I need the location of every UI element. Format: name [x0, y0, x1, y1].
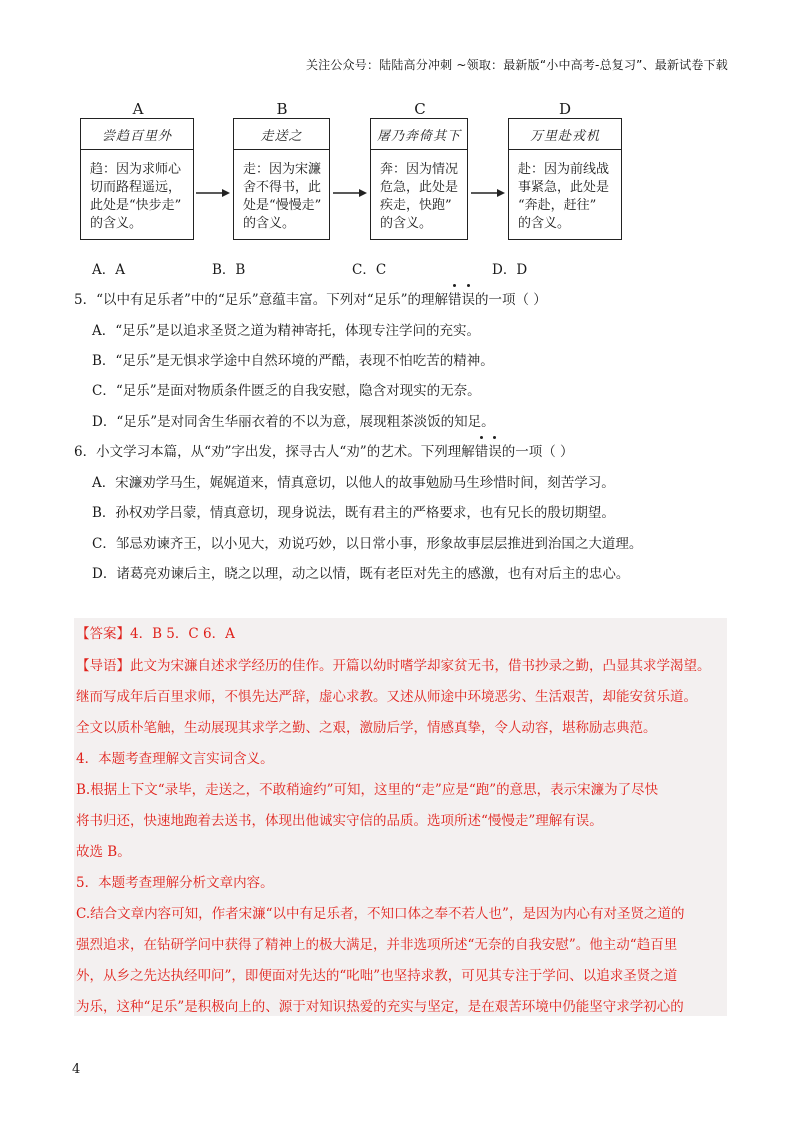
q6-option-b: B．孙权劝学吕蒙，情真意切，现身说法，既有君主的严格要求，也有兄长的殷切期望。: [92, 505, 615, 521]
box-d-line: 赴：因为前线战: [518, 162, 610, 177]
q5-option-c: C．“足乐”是面对物质条件匮乏的自我安慰，隐含对现实的无奈。: [92, 383, 481, 399]
right-arrow-icon: [333, 188, 367, 198]
q4-option-c: C．C: [352, 262, 387, 278]
answer-line: 全文以质朴笔触，生动展现其求学之勤、之艰，激励后学，情感真挚，令人动容，堪称励志典范。: [76, 720, 657, 736]
box-a-title: 尝趋百里外: [81, 119, 193, 150]
box-a: [80, 118, 194, 240]
answer-key: 【答案】4．B 5．C 6．A: [76, 626, 235, 642]
emphasis-char: 误: [488, 440, 502, 460]
q5-stem: [74, 288, 547, 308]
q5-stem-text: 5．“以中有足乐者”中的“足乐”意蕴丰富。下列对“足乐”的理解: [74, 292, 448, 308]
answer-line: 将书归还，快速地跑着去送书，体现出他诚实守信的品质。选项所述“慢慢走”理解有误。: [76, 813, 603, 829]
box-letter-b: B: [276, 100, 288, 118]
box-a-line: 趋：因为求师心: [90, 162, 182, 177]
box-b-line: 的含义。: [243, 216, 296, 231]
box-a-line: 此处是“快步走”: [90, 198, 182, 213]
emphasis-char: 错: [448, 288, 462, 308]
box-d: [508, 118, 622, 240]
box-d-line: “奔赴，赶往”: [518, 198, 597, 213]
page-number: 4: [72, 1062, 81, 1077]
answer-line: 【导语】此文为宋濂自述求学经历的佳作。开篇以幼时嗜学却家贫无书，借书抄录之勤，凸显其求学渴望。: [76, 658, 711, 674]
q5-option-b: B．“足乐”是无惧求学途中自然环境的严酷，表现不怕吃苦的精神。: [92, 353, 494, 369]
answer-line: 为乐，这种“足乐”是积极向上的、源于对知识热爱的充实与坚定，是在艰苦环境中仍能坚守求学初心的: [76, 999, 684, 1015]
box-c: [370, 118, 468, 240]
box-c-line: 奔：因为情况: [380, 162, 459, 177]
box-d-line: 事紧急，此处是: [518, 180, 610, 195]
answer-line: 强烈追求，在钻研学问中获得了精神上的极大满足，并非选项所述“无奈的自我安慰”。他主动“趋百里: [76, 937, 678, 953]
q5-stem-tail: 的一项（ ）: [475, 292, 547, 308]
answer-line: 继而写成年后百里求师，不惧先达严辞，虚心求教。又述从师途中环境恶劣、生活艰苦，却能安贫乐道。: [76, 689, 697, 705]
answer-line: 外，从乡之先达执经叩问”，即便面对先达的“叱咄”也坚持求教，可见其专注于学问、以追求圣贤之道: [76, 968, 678, 984]
q5-option-a: A．“足乐”是以追求圣贤之道为精神寄托，体现专注学问的充实。: [92, 323, 481, 339]
q4-option-d: D．D: [492, 262, 528, 278]
box-c-line: 危急，此处是: [380, 180, 459, 195]
q4-option-b: B．B: [212, 262, 246, 278]
right-arrow-icon: [471, 188, 505, 198]
q6-stem-tail: 的一项（ ）: [501, 444, 574, 460]
box-d-title: 万里赴戎机: [509, 119, 621, 150]
emphasis-char: 错: [475, 440, 489, 460]
right-arrow-icon: [196, 188, 230, 198]
box-letter-c: C: [414, 100, 426, 118]
q6-stem-text: 6．小文学习本篇，从“劝”字出发，探寻古人“劝”的艺术。下列理解: [74, 444, 475, 460]
box-b-line: 处是“慢慢走”: [243, 198, 322, 213]
box-a-line: 切而路程遥远，: [90, 180, 182, 195]
box-b-line: 走：因为宋濂: [243, 162, 322, 177]
box-b-line: 舍不得书，此: [243, 180, 322, 195]
box-c-line: 的含义。: [380, 216, 433, 231]
answer-line: 5．本题考查理解分析文章内容。: [76, 875, 274, 891]
box-c-title: 屠乃奔倚其下: [371, 119, 467, 150]
box-letter-d: D: [558, 100, 572, 118]
answer-line: B.根据上下文“录毕，走送之，不敢稍逾约”可知，这里的“走”应是“跑”的意思，表示宋濂为了尽快: [76, 782, 659, 798]
q6-option-c: C．邹忌劝谏齐王，以小见大，劝说巧妙，以日常小事，形象故事层层推进到治国之大道理。: [92, 536, 643, 552]
answer-line: 故选 B。: [76, 844, 131, 860]
page-header: 关注公众号：陆陆高分冲刺 ~领取：最新版“小中高考-总复习”、最新试卷下载: [305, 58, 728, 72]
emphasis-char: 误: [462, 288, 476, 308]
answer-line: 4．本题考查理解文言实词含义。: [76, 751, 274, 767]
box-b-title: 走送之: [234, 119, 329, 150]
answer-line: C.结合文章内容可知，作者宋濂“以中有足乐者，不知口体之奉不若人也”，是因为内心有对圣贤之道的: [76, 906, 685, 922]
q6-option-d: D．诸葛亮劝谏后主，晓之以理，动之以情，既有老臣对先主的感激，也有对后主的忠心。: [92, 566, 630, 582]
q4-option-a: A．A: [92, 262, 125, 278]
q6-stem: [74, 440, 574, 460]
q5-option-d: D．“足乐”是对同舍生华丽衣着的不以为意，展现粗茶淡饭的知足。: [92, 414, 495, 430]
box-d-line: 的含义。: [518, 216, 571, 231]
q6-option-a: A．宋濂劝学马生，娓娓道来，情真意切，以他人的故事勉励马生珍惜时间，刻苦学习。: [92, 475, 615, 491]
box-a-line: 的含义。: [90, 216, 143, 231]
box-letter-a: A: [132, 100, 144, 118]
box-c-line: 疾走，快跑”: [380, 198, 452, 213]
box-b: [233, 118, 330, 240]
